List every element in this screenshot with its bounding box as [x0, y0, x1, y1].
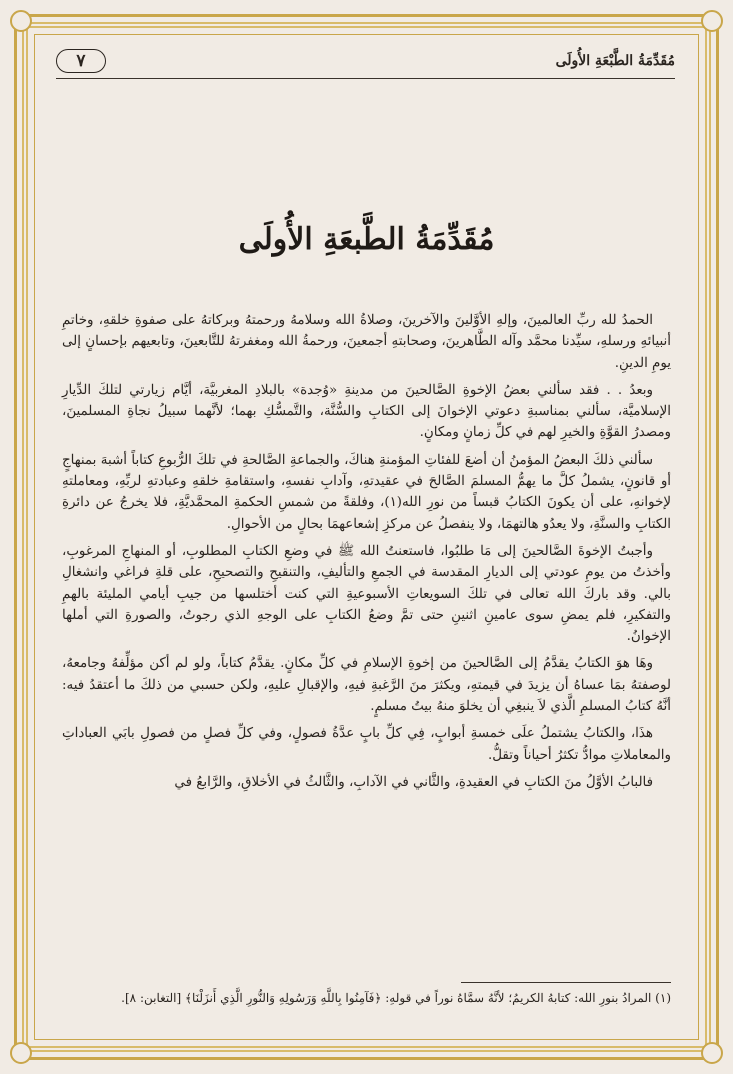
paragraph: سألني ذلكَ البعضُ المؤمنُ أن أضعَ للفئاتِ المؤمنةِ هناكَ، والجماعةِ الصَّالحةِ في تلكَ الرُّبوعِ كتاباً أشبهَ بمنهاجٍ أو قانونٍ، يشملُ كلَّ ما يهمُّ المسلمَ الصَّالحَ في عقيدتهِ، وآدابِ نفسهِ، واستقامةِ خلقهِ وعبادتهِ لربِّهِ، ومعاملتهِ لإخوانهِ، على أن يكونَ الكتابُ قبساً من نورِ الله(١)، وفلقةً من شمسِ الحكمةِ المحمَّديَّةِ، فلا يخرجُ عن دائرةِ الكتابِ والسنَّةِ، ولا يعدُو هالتهمَا، ولا ينفصلُ عن مركزِ إشعاعهمَا بحالٍ من الأحوالِ. [62, 452, 671, 532]
body-text [62, 310, 671, 799]
header-divider [56, 78, 675, 79]
corner-ornament-icon [701, 10, 723, 32]
footnote-divider [461, 982, 671, 983]
corner-ornament-icon [701, 1042, 723, 1064]
corner-ornament-icon [10, 10, 32, 32]
paragraph: الحمدُ لله ربِّ العالمينَ، وإلهِ الأوَّلينَ والآخرينَ، وصلاةُ الله وسلامهُ ورحمتهُ وبركاتهُ على صفوةِ خلقهِ، وخاتمِ أنبيائهِ ورسلهِ، سيِّدنا محمَّد وآله الطَّاهرينَ، وصحابتهِ أجمعينَ، ورحمةُ الله ومغفرتهُ للتَّابعينَ، وتابعيهم بإحسانٍ إلى يومِ الدينِ. [62, 313, 671, 371]
paragraph: وبعدُ . . فقد سألني بعضُ الإخوةِ الصَّالحينَ من مدينةِ «وُجدة» بالبلادِ المغربيَّة، أيَّام زيارتي لتلكَ الدِّيارِ الإسلاميَّة، سألني بمناسبةِ دعوتي الإخوانَ إلى الكتابِ والسُّنَّة، والتَّمسُّكِ بهما؛ لأنَّهما سبيلُ نجاةِ المسلمينَ، ومصدرُ القوَّةِ والخيرِ لهم في كلِّ زمانٍ ومكانٍ. [62, 382, 671, 441]
running-title: مُقَدِّمَةُ الطَّبْعَةِ الأُولَى [555, 53, 675, 69]
running-header [56, 46, 675, 76]
footnote: (١) المرادُ بنورِ الله: كتابهُ الكريمُ؛ لأنَّهُ سمَّاهُ نوراً في قولهِ: ﴿فَآمِنُوا بِاللَّهِ وَرَسُولِهِ وَالنُّورِ الَّذِي أَنزَلْنَا﴾ [التغابن: ٨]. [121, 991, 671, 1005]
paragraph: وهَا هوَ الكتابُ يقدَّمُ إلى الصَّالحينَ من إخوةِ الإسلامِ في كلِّ مكانٍ. يقدَّمُ كتاباً، ولو لم أكن مؤلِّفهُ وجامعهُ، لوصفتهُ بمَا عساهُ أن يزيدَ في قيمتهِ، ويكثرَ منَ الرَّغبةِ فيهِ، والإقبالِ عليهِ، ولكن حسبي من ذلكَ ما أعتقدُ فيه: أنَّهُ كتابُ المسلمِ الَّذي لاَ ينبغِي أن يخلوَ منهُ بيتُ مسلمٍ. [62, 656, 671, 715]
paragraph: فالبابُ الأوَّلُ منَ الكتابِ في العقيدةِ، والثَّاني في الآدابِ، والثَّالثُ في الأخلاقِ، والرَّابعُ في [174, 774, 653, 790]
paragraph: وأجبتُ الإخوةَ الصَّالحينَ إلى مَا طلبُوا، فاستعنتُ الله ﷺ في وضعِ الكتابِ المطلوبِ، أو المنهاجِ المرغوبِ، وأخذتُ من يومِ عودتي إلى الديارِ المقدسة في الجمعِ والتأليفِ، والتنقيحِ والتصحيحِ، على قلةِ فراغي وانشغالِ بالي. وقد باركَ الله تعالى في تلكَ السويعاتِ الأسبوعيةِ التي كنت أختلسها من جيبِ أيامي المليئة بالهمِ والتفكيرِ، فلم يمضِ سوى عامينِ اثنينِ حتى تمَّ وضعُ الكتابِ على الوجهِ الذي رجوتُ، والصورةِ التي أملها الإخوانُ. [62, 543, 671, 645]
paragraph: هذَا، والكتابُ يشتملُ علَى خمسةِ أبوابٍ، فِي كلِّ بابٍ عدَّةُ فصولٍ، وفي كلِّ فصلٍ من فصولِ بابَي العباداتِ والمعاملاتِ موادُّ تكثرُ أحياناً وتقلُّ. [62, 726, 671, 763]
page-number: ٧ [56, 49, 106, 73]
corner-ornament-icon [10, 1042, 32, 1064]
page-title: مُقَدِّمَةُ الطَّبعَةِ الأُولَى [238, 222, 495, 257]
